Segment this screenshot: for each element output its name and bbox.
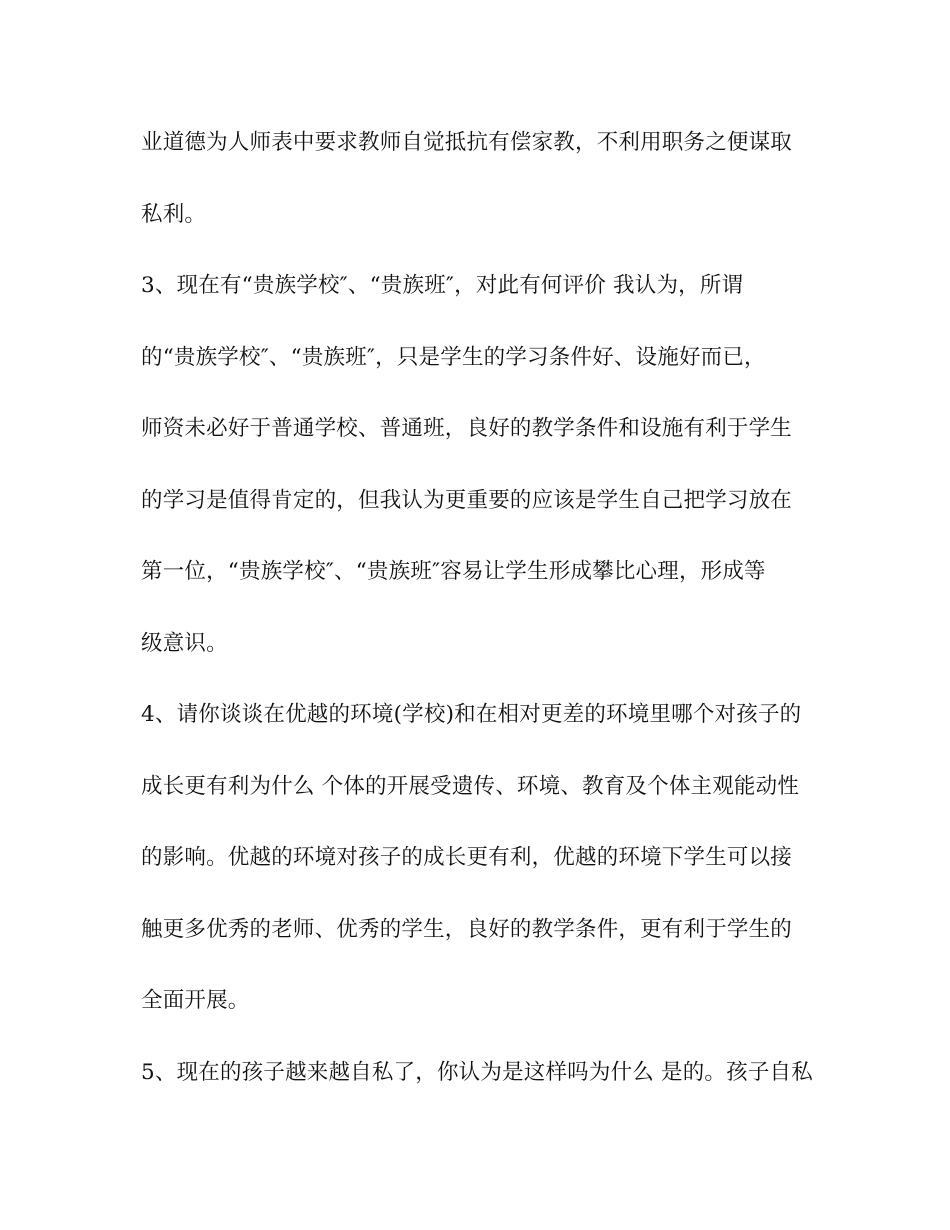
text-line: 的学习是值得肯定的，但我认为更重要的应该是学生自己把学习放在: [141, 488, 793, 513]
text-line: 4、请你谈谈在优越的环境(学校)和在相对更差的环境里哪个对孩子的: [141, 702, 802, 727]
text-line: 师资未必好于普通学校、普通班，良好的教学条件和设施有利于学生: [141, 416, 793, 441]
text-line: 的“贵族学校″、“贵族班″，只是学生的学习条件好、设施好而已，: [141, 345, 766, 370]
text-line: 触更多优秀的老师、优秀的学生，良好的教学条件，更有利于学生的: [141, 917, 793, 942]
text-line: 第一位，“贵族学校″、“贵族班″容易让学生形成攀比心理，形成等: [141, 559, 766, 584]
text-line: 的影响。优越的环境对孩子的成长更有利，优越的环境下学生可以接: [141, 845, 793, 870]
text-line: 全面开展。: [141, 988, 250, 1013]
text-line: 私利。: [141, 202, 207, 227]
text-line: 业道德为人师表中要求教师自觉抵抗有偿家教，不利用职务之便谋取: [141, 130, 793, 155]
text-line: 成长更有利为什么 个体的开展受遗传、环境、教育及个体主观能动性: [141, 774, 800, 799]
text-line: 级意识。: [141, 631, 228, 656]
text-line: 3、现在有“贵族学校″、“贵族班″，对此有何评价 我认为，所谓: [141, 273, 744, 298]
text-line: 5、现在的孩子越来越自私了，你认为是这样吗为什么 是的。孩子自私: [141, 1060, 813, 1085]
